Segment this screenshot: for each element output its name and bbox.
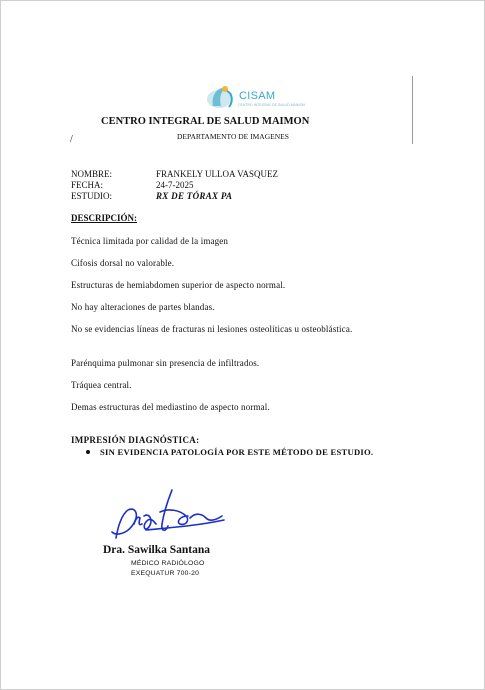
margin-rule xyxy=(412,76,413,144)
study-value: RX DE TÓRAX PA xyxy=(156,191,233,201)
description-paragraph: Técnica limitada por calidad de la imagen xyxy=(71,236,229,246)
logo-text: CISAM xyxy=(239,90,276,102)
slash-mark: / xyxy=(70,134,73,145)
name-value: FRANKELY ULLOA VASQUEZ xyxy=(156,169,278,179)
signature-role: MÉDICO RADIÓLOGO xyxy=(131,560,205,567)
description-title: DESCRIPCIÓN: xyxy=(71,213,138,223)
description-paragraph: Tráquea central. xyxy=(71,380,132,390)
handwritten-signature xyxy=(106,486,234,546)
description-paragraph: Estructuras de hemiabdomen superior de aspecto normal. xyxy=(71,280,286,290)
date-value: 24-7-2025 xyxy=(156,180,194,190)
center-name: CENTRO INTEGRAL DE SALUD MAIMON xyxy=(101,116,310,127)
impression-item xyxy=(86,447,373,457)
description-paragraph: Cifosis dorsal no valorable. xyxy=(71,258,175,268)
bullet-icon xyxy=(86,450,90,454)
date-label: FECHA: xyxy=(71,180,104,190)
study-label: ESTUDIO: xyxy=(71,191,112,201)
signature-license: EXEQUATUR 700-20 xyxy=(131,570,200,577)
description-paragraph: No se evidencias líneas de fracturas ni lesiones osteolíticas u osteoblástica. xyxy=(71,324,353,334)
logo-subtitle: CENTRO INTEGRAL DE SALUD MAIMON xyxy=(238,103,305,107)
description-paragraph: Demas estructuras del mediastino de aspecto normal. xyxy=(71,402,270,412)
signature-name: Dra. Sawilka Santana xyxy=(103,544,211,556)
description-paragraph: No hay alteraciones de partes blandas. xyxy=(71,302,215,312)
description-paragraph: Parénquima pulmonar sin presencia de infiltrados. xyxy=(71,358,260,368)
name-label: NOMBRE: xyxy=(71,169,113,179)
department-name: DEPARTAMENTO DE IMAGENES xyxy=(177,132,289,141)
impression-list xyxy=(86,447,373,457)
impression-title: IMPRESIÓN DIAGNÓSTICA: xyxy=(71,435,200,445)
impression-text: SIN EVIDENCIA PATOLOGÍA POR ESTE MÉTODO DE ESTUDIO. xyxy=(100,447,374,457)
